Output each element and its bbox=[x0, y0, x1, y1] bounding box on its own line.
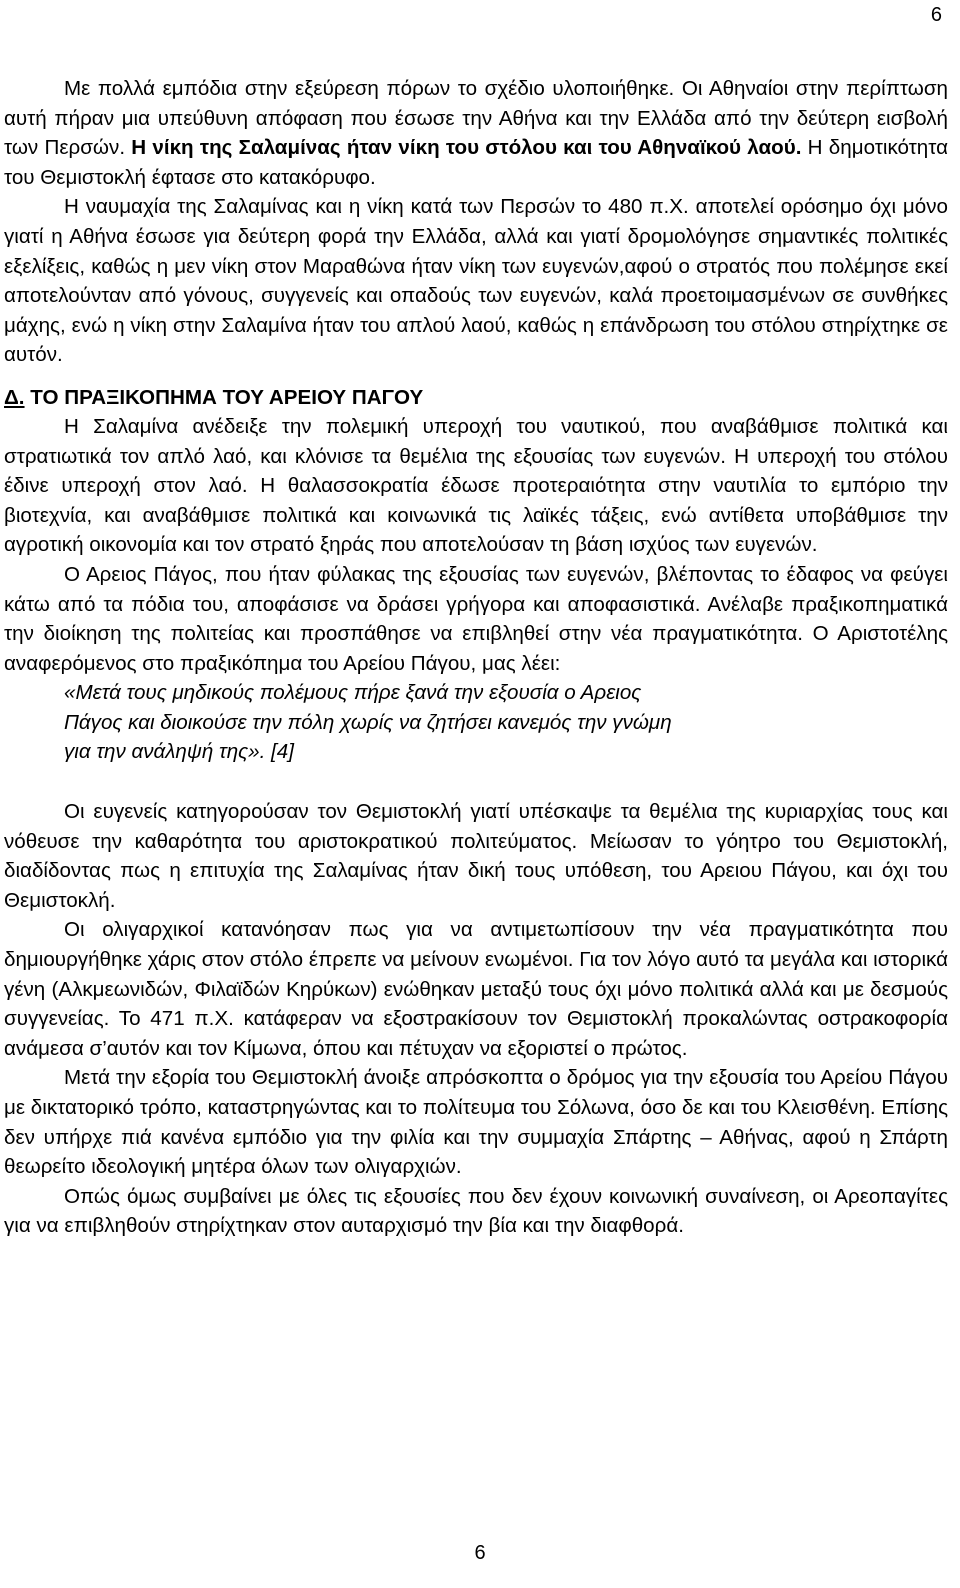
page-number-bottom: 6 bbox=[474, 1542, 486, 1564]
paragraph-naval-battle: Η ναυμαχία της Σαλαμίνας και η νίκη κατά των Περσών το 480 π.Χ. αποτελεί ορόσημο όχι μόνο γιατί η Αθήνα έσωσε για δεύτερη φορά την Ελλάδα, αλλά και γιατί δρομολόγησε σημαντικές πολιτικές εξελίξεις, καθώς η μεν νίκη στον Μαραθώνα ήταν νίκη των ευγενών,αφού ο στρατός που πολέμησε εκεί αποτελούνταν από γόνους, συγγενείς και οπαδούς των ευγενών, καλά προετοιμασμένων σε συνθήκες μάχης, ενώ η νίκη στην Σαλαμίνα ήταν του απλού λαού, καθώς η επάνδρωση του στόλου στηρίχτηκε σε αυτόν. bbox=[4, 195, 948, 367]
paragraph-salamis-victory bbox=[4, 74, 948, 192]
page-number-top: 6 bbox=[930, 4, 942, 26]
quote-line: «Μετά τους μηδικούς πολέμους πήρε ξανά την εξουσία ο Αρειος bbox=[64, 681, 642, 705]
section-title: ΤΟ ΠΡΑΞΙΚΟΠΗΜΑ ΤΟΥ ΑΡΕΙΟΥ ΠΑΓΟΥ bbox=[24, 385, 424, 409]
paragraph-exile: Μετά την εξορία του Θεμιστοκλή άνοιξε απρόσκοπτα ο δρόμος για την εξουσία του Αρείου Πάγου με δικτατορικό τρόπο, καταστρηγώντας και το πολίτευμα του Σόλωνα, όσο δε και του Κλεισθένη. Επίσης δεν υπήρχε πιά κανένα εμπόδιο για την φιλία και την συμμαχία Σπάρτης – Αθήνας, αφού η Σπάρτη θεωρείτο ιδεολογική μητέρα όλων των ολιγαρχιών. bbox=[4, 1066, 948, 1179]
spacer bbox=[4, 767, 948, 797]
paragraph-areopagus: Ο Αρειος Πάγος, που ήταν φύλακας της εξουσίας των ευγενών, βλέποντας το έδαφος να φεύγει κάτω από τα πόδια του, αποφάσισε να δράσει γρήγορα και αποφασιστικά. Ανέλαβε πραξικοπηματικά την διοίκηση της πολιτείας και προσπάθησε να επιβληθεί στην νέα πραγματικότητα. Ο Αριστοτέλης αναφερόμενος στο πραξικόπημα του Αρείου Πάγου, μας λέει: bbox=[4, 562, 948, 675]
paragraph-text: Η δημοτικότητα του Θεμιστοκλή έφτασε στο κατακόρυφο. bbox=[4, 136, 948, 189]
paragraph-nobles-accuse: Οι ευγενείς κατηγορούσαν τον Θεμιστοκλή γιατί υπέσκαψε τα θεμέλια της κυριαρχίας τους και νόθευσε την καθαρότητα του αριστοκρατικού πολιτεύματος. Μείωσαν το γόητρο του Θεμιστοκλή, διαδίδοντας πως η επιτυχία της Σαλαμίνας ήταν δική τους υπόθεση, του Αρειου Πάγου, και όχι του Θεμιστοκλή. bbox=[4, 800, 948, 912]
quote-line: για την ανάληψή της». [4] bbox=[64, 740, 294, 764]
paragraph-navy-supremacy: Η Σαλαμίνα ανέδειξε την πολεμική υπεροχή του ναυτικού, που αναβάθμισε πολιτικά και στρατιωτικά τον απλό λαό, και κλόνισε τα θεμέλια της εξουσίας των ευγενών. Η υπεροχή του στόλου έδινε υπεροχή στον λαό. Η θαλασσοκρατία έδωσε προτεραιότητα στην ναυτιλία το εμπόριο την βιοτεχνία, και αναβάθμισε πολιτικά και κοινωνικά τις λαϊκές τάξεις, ενώ αντίθετα υποβάθμισε την αγροτική οικονομία και τον στρατό ξηράς που αποτελούσαν τη βάση ισχύος των ευγενών. bbox=[4, 414, 948, 557]
document-body bbox=[4, 74, 948, 1241]
section-letter: Δ. bbox=[4, 385, 25, 409]
paragraph-oligarchs: Οι ολιγαρχικοί κατανόησαν πως για να αντιμετωπίσουν την νέα πραγματικότητα που δημιουργήθηκε χάρις στον στόλο έπρεπε να μείνουν ενωμένοι. Για τον λόγο αυτό τα μεγάλα και ιστορικά γένη (Αλκμεωνιδών, Φιλαϊδών Κηρύκων) ενώθηκαν μεταξύ τους όχι μόνο πολιτικά αλλά και με δεσμούς συγγενείας. Το 471 π.Χ. κατάφεραν να εξοστρακίσουν τον Θεμιστοκλή προκαλώντας οστρακοφορία ανάμεσα σ’αυτόν και τον Κίμωνα, όπου και πέτυχαν να εξοριστεί ο πρώτος. bbox=[4, 918, 948, 1060]
section-heading bbox=[4, 384, 948, 412]
quote-line: Πάγος και διοικούσε την πόλη χωρίς να ζητήσει κανεμός την γνώμη bbox=[64, 710, 672, 734]
aristotle-quote bbox=[4, 678, 948, 767]
bold-statement: Η νίκη της Σαλαμίνας ήταν νίκη του στόλου και του Αθηναϊκού λαού. bbox=[131, 136, 802, 160]
paragraph-text: Με πολλά εμπόδια στην εξεύρεση πόρων το σχέδιο υλοποιήθηκε. Οι Αθηναίοι στην περίπτωση αυτή πήραν μια υπεύθυνη απόφαση που έσωσε την Αθήνα και την Ελλάδα από την δεύτερη εισβολή των Περσών. bbox=[4, 77, 948, 160]
paragraph-consensus: Οπώς όμως συμβαίνει με όλες τις εξουσίες που δεν έχουν κοινωνική συναίνεση, οι Αρεοπαγίτες για να επιβληθούν στηρίχτηκαν στον αυταρχισμό την βία και την διαφθορά. bbox=[4, 1184, 948, 1238]
